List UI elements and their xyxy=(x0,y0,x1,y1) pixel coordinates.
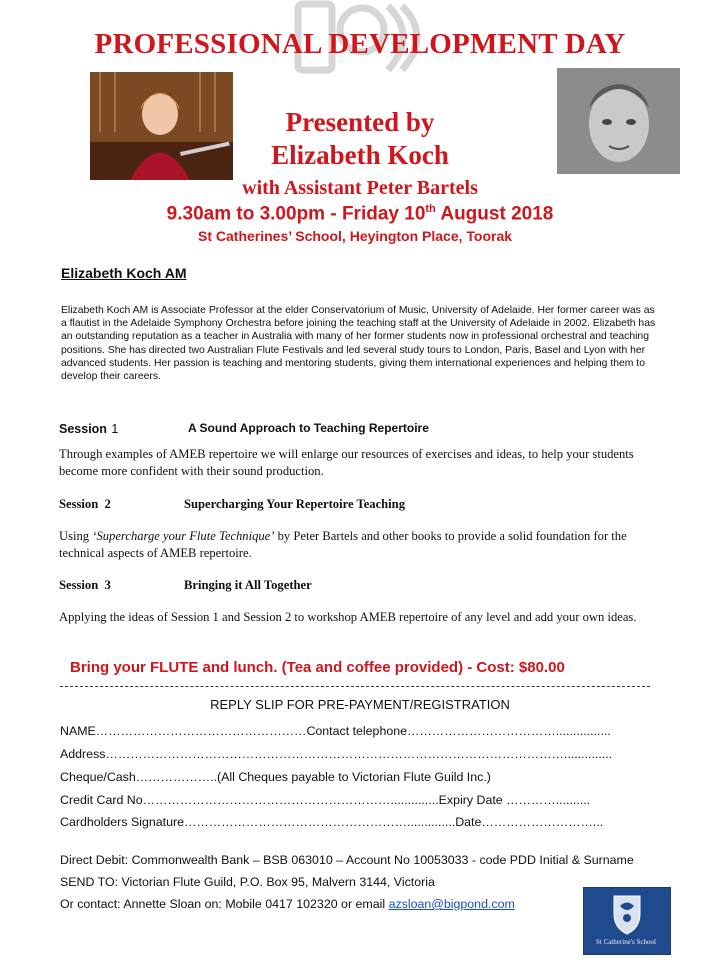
event-venue: St Catherines’ School, Heyington Place, Toorak xyxy=(198,228,513,244)
bio-text: Elizabeth Koch AM is Associate Professor at the elder Conservatorium of Music, University of Adelaide. Her former career was as a flautist in the Adelaide Symphony Orchestra before joining the teaching staff at the University of Adelaide in 2002. Elizabeth has an outstanding reputation as a teacher in Australia with many of her former students now in professional orchestral and teaching positions. She has directed two Australian Flute Festivals and led several study tours to London, Paris, Basel and Lyon with her advanced students. Her passion is teaching and mentoring students, giving them international experiences and helping them to develop their careers. xyxy=(61,305,656,383)
reply-line-address[interactable]: Address………………………………………………………………………………………………….............. xyxy=(60,747,613,761)
school-logo-text: St Catherine's School xyxy=(596,938,656,946)
session-2-description: Using ‘Supercharge your Flute Technique’ by Peter Bartels and other books to provide a solid foundation for the technical aspects of AMEB repertoire. xyxy=(59,529,627,560)
bring-flute-note: Bring your FLUTE and lunch. (Tea and coffee provided) - Cost: $80.00 xyxy=(70,659,565,676)
contact-info: Or contact: Annette Sloan on: Mobile 0417 102320 or email azsloan@bigpond.com xyxy=(60,897,515,911)
session-1-description: Through examples of AMEB repertoire we will enlarge our resources of exercises and ideas, to help your students become more confident with their sound production. xyxy=(59,447,634,478)
presented-by: Presented by xyxy=(285,107,435,137)
session-2-title: Supercharging Your Repertoire Teaching xyxy=(184,497,405,511)
event-date-time: 9.30am to 3.00pm - Friday 10th August 2018 xyxy=(166,203,554,225)
page-title: PROFESSIONAL DEVELOPMENT DAY xyxy=(94,28,626,60)
direct-debit-info: Direct Debit: Commonwealth Bank – BSB 063010 – Account No 10053033 - code PDD Initial & Surname xyxy=(60,853,634,867)
session-1-title: A Sound Approach to Teaching Repertoire xyxy=(188,421,429,435)
presenter-name: Elizabeth Koch xyxy=(271,140,449,170)
reply-line-name[interactable]: NAME……………………………………………Contact telephone………………………………................ xyxy=(60,724,611,738)
reply-slip-heading: REPLY SLIP FOR PRE-PAYMENT/REGISTRATION xyxy=(210,697,510,712)
bio-heading: Elizabeth Koch AM xyxy=(61,265,187,281)
reply-line-signature[interactable]: Cardholders Signature………………………………………………..............Date………………………... xyxy=(60,815,604,829)
send-to-address: SEND TO: Victorian Flute Guild, P.O. Box 95, Malvern 3144, Victoria xyxy=(60,875,435,889)
session-3-header: Session 3 xyxy=(59,578,111,592)
reply-line-credit-card[interactable]: Credit Card No……………………………………………………..............Expiry Date ………….......... xyxy=(60,793,591,807)
cut-line-divider xyxy=(60,686,650,687)
session-3-title: Bringing it All Together xyxy=(184,578,312,592)
assistant-line: with Assistant Peter Bartels xyxy=(242,177,478,199)
session-1-header: Session 1 xyxy=(59,422,119,436)
reply-line-payment-method[interactable]: Cheque/Cash………………..(All Cheques payable to Victorian Flute Guild Inc.) xyxy=(60,770,491,784)
session-2-header: Session 2 xyxy=(59,497,111,511)
session-3-description: Applying the ideas of Session 1 and Session 2 to workshop AMEB repertoire of any level and add your own ideas. xyxy=(59,610,637,624)
contact-email-link[interactable]: azsloan@bigpond.com xyxy=(388,897,515,911)
